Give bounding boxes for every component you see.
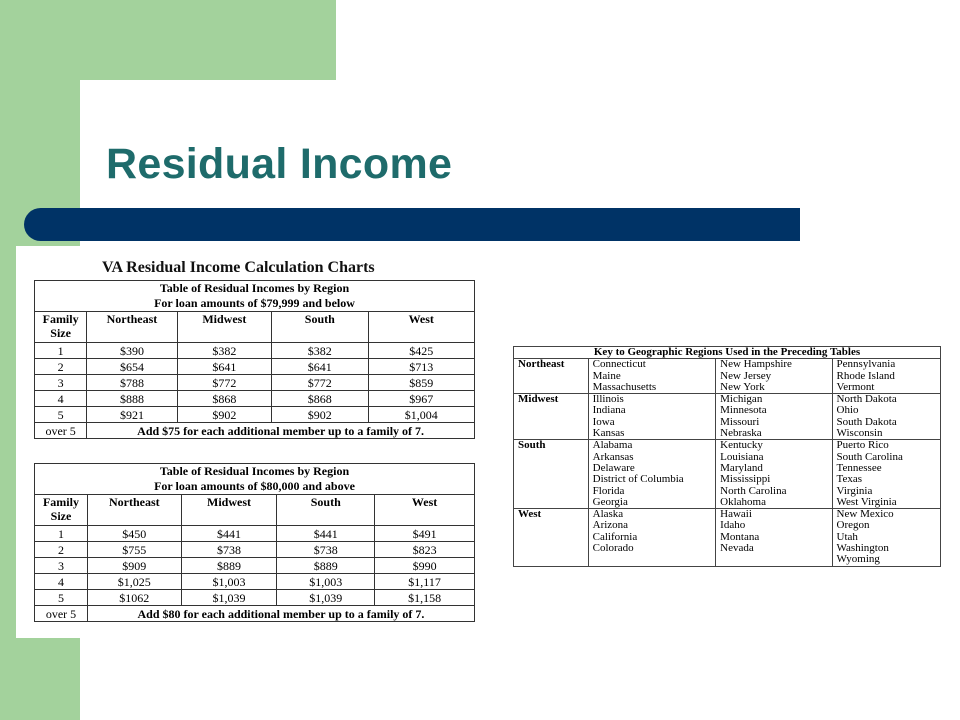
region-name: Northeast [514,359,589,394]
table-row: 2 $755 $738 $738 $823 [35,542,475,558]
table-note-row: over 5 Add $80 for each additional member up to a family of 7. [35,606,475,622]
table-row: 3 $909 $889 $889 $990 [35,558,475,574]
region-row: Midwest Illinois Indiana Iowa Kansas Michigan Minnesota Missouri Nebraska North Dakota Ohio South Dakota Wisconsin [514,394,941,440]
residual-income-table-high [34,463,475,622]
column-header: West [375,495,475,526]
table-row: 4 $888 $868 $868 $967 [35,391,475,407]
column-header: Midwest [181,495,277,526]
column-header: South [272,312,368,343]
region-row: South Alabama Arkansas Delaware District of Columbia Florida Georgia Kentucky Louisiana Maryland Mississippi North Carolina Oklahoma Puerto Rico South Carolina Tennessee Texas Virginia West Virginia [514,440,941,509]
table-row: 5 $921 $902 $902 $1,004 [35,407,475,423]
column-header: Family Size [35,495,88,526]
title-underline-bar [24,208,800,241]
region-name: Midwest [514,394,589,440]
region-name: West [514,509,589,566]
residual-income-table-low [34,280,475,439]
table-row: 2 $654 $641 $641 $713 [35,359,475,375]
column-header: Midwest [177,312,271,343]
region-row: West Alaska Arizona California Colorado Hawaii Idaho Montana Nevada New Mexico Oregon Utah Washington Wyoming [514,509,941,566]
slide-title: Residual Income [106,140,453,188]
table-caption: Table of Residual Incomes by Region For loan amounts of $79,999 and below [35,281,475,312]
region-name: South [514,440,589,509]
table-caption: Key to Geographic Regions Used in the Preceding Tables [514,347,941,359]
column-header: Northeast [87,312,177,343]
charts-heading: VA Residual Income Calculation Charts [102,259,375,276]
column-header: West [368,312,475,343]
column-header: Family Size [35,312,87,343]
table-row: 3 $788 $772 $772 $859 [35,375,475,391]
column-header: South [277,495,375,526]
table-row: 4 $1,025 $1,003 $1,003 $1,117 [35,574,475,590]
table-note-row: over 5 Add $75 for each additional member up to a family of 7. [35,423,475,439]
table-row: 5 $1062 $1,039 $1,039 $1,158 [35,590,475,606]
region-row: Northeast Connecticut Maine Massachusetts New Hampshire New Jersey New York Pennsylvania Rhode Island Vermont [514,359,941,394]
table-caption: Table of Residual Incomes by Region For loan amounts of $80,000 and above [35,464,475,495]
column-header: Northeast [87,495,181,526]
region-key-table [513,346,941,567]
table-row: 1 $450 $441 $441 $491 [35,526,475,542]
table-row: 1 $390 $382 $382 $425 [35,343,475,359]
